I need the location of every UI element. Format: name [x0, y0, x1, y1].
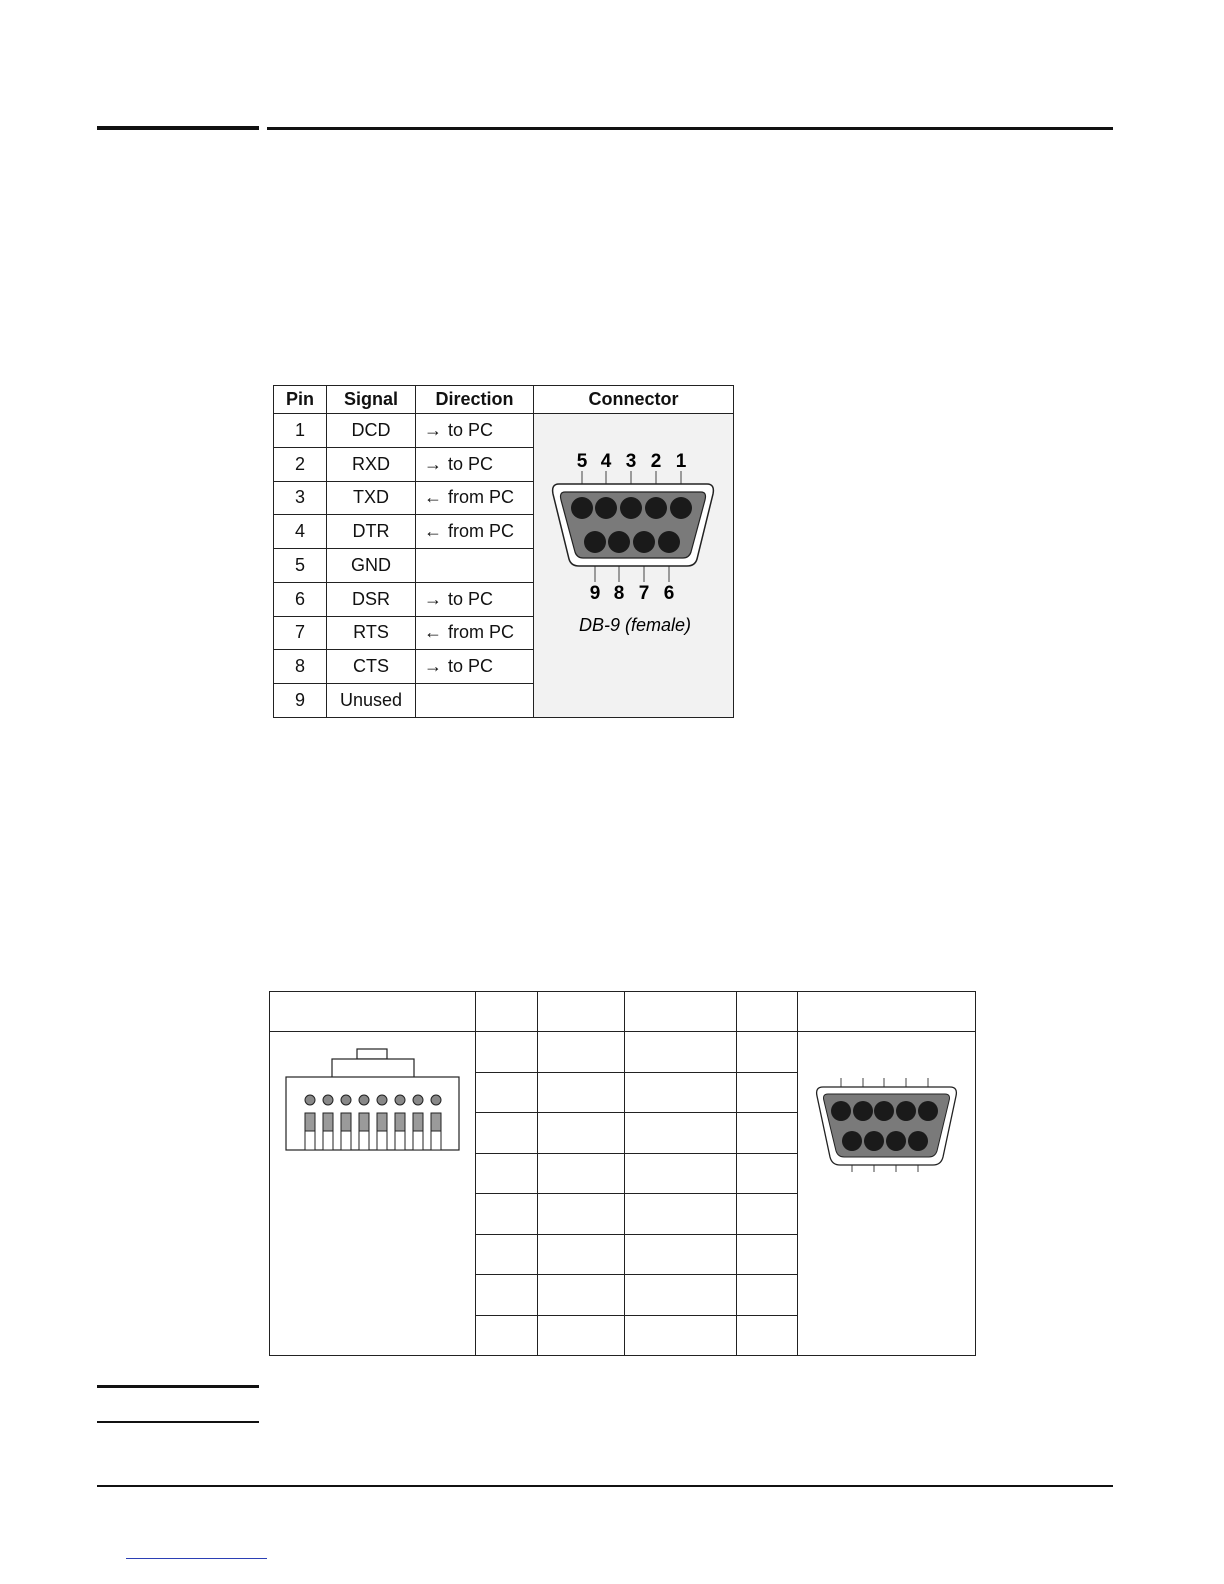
table-cell [737, 1315, 798, 1356]
col-header-cell [270, 992, 476, 1032]
direction-cell [416, 549, 534, 583]
table-cell [625, 1032, 737, 1073]
direction-text: from PC [448, 622, 515, 643]
table-cell [476, 1113, 538, 1154]
pin-number: 9 [274, 684, 327, 718]
table-cell [737, 1072, 798, 1113]
table-cell [476, 1315, 538, 1356]
table-cell [476, 1072, 538, 1113]
footer-rule [97, 1485, 1113, 1487]
table-cell [538, 1032, 625, 1073]
direction-cell [416, 616, 534, 650]
direction-text: to PC [448, 656, 494, 677]
signal-name: GND [327, 549, 416, 583]
table-cell [476, 1234, 538, 1275]
pin-label: 5 [576, 451, 587, 472]
direction-text: to PC [448, 588, 494, 609]
table-cell [538, 1113, 625, 1154]
table-cell [737, 1234, 798, 1275]
table-cell [625, 1153, 737, 1194]
table-cell [625, 1113, 737, 1154]
signal-name: TXD [327, 481, 416, 515]
pin-number: 6 [274, 582, 327, 616]
pin-label: 9 [589, 583, 600, 604]
table-cell [625, 1234, 737, 1275]
arrow-icon: ← [424, 521, 442, 542]
arrow-icon: ← [424, 622, 442, 643]
pinout-table [273, 385, 734, 718]
cable-header-row [270, 992, 976, 1032]
arrow-icon: → [424, 419, 442, 440]
arrow-icon: → [424, 453, 442, 474]
signal-name: CTS [327, 650, 416, 684]
pin-number: 3 [274, 481, 327, 515]
table-cell [625, 1315, 737, 1356]
arrow-icon: → [424, 588, 442, 609]
footer-link-underline[interactable] [126, 1558, 267, 1559]
table-cell [625, 1072, 737, 1113]
arrow-icon: ← [424, 487, 442, 508]
pin-number: 7 [274, 616, 327, 650]
pin-label: 3 [625, 451, 636, 472]
cable-wiring-table [269, 991, 976, 1356]
note-rule-top [97, 1385, 259, 1388]
pinout-header-row [274, 386, 734, 414]
table-cell [737, 1113, 798, 1154]
header-rule-short [97, 126, 259, 130]
pin-number: 8 [274, 650, 327, 684]
signal-name: Unused [327, 684, 416, 718]
rj45-connector-diagram [270, 1032, 475, 1172]
table-cell [625, 1275, 737, 1316]
pin-number: 2 [274, 447, 327, 481]
connector-cell [534, 414, 734, 718]
col-header-cell [625, 992, 737, 1032]
pin-number: 5 [274, 549, 327, 583]
direction-text: to PC [448, 453, 494, 474]
table-cell [476, 1032, 538, 1073]
direction-text: from PC [448, 521, 515, 542]
table-cell [538, 1072, 625, 1113]
col-header-connector: Connector [534, 386, 734, 414]
signal-name: DSR [327, 582, 416, 616]
db9-connector-diagram [535, 414, 733, 712]
pin-label: 6 [663, 583, 674, 604]
table-row [274, 414, 734, 448]
pin-label: 4 [600, 451, 611, 472]
signal-name: RTS [327, 616, 416, 650]
col-header-direction: Direction [416, 386, 534, 414]
col-header-cell [737, 992, 798, 1032]
table-cell [476, 1153, 538, 1194]
table-row [270, 1032, 976, 1073]
col-header-pin: Pin [274, 386, 327, 414]
col-header-cell [798, 992, 976, 1032]
table-cell [538, 1315, 625, 1356]
table-cell [538, 1194, 625, 1235]
note-rule-bottom [97, 1421, 259, 1423]
rj45-tab [357, 1049, 387, 1059]
rj45-connector-cell [270, 1032, 476, 1356]
direction-cell [416, 414, 534, 448]
pin-label: 2 [650, 451, 661, 472]
direction-cell [416, 515, 534, 549]
signal-name: DCD [327, 414, 416, 448]
direction-cell [416, 481, 534, 515]
table-cell [737, 1032, 798, 1073]
header-rule-long [267, 127, 1113, 130]
signal-name: RXD [327, 447, 416, 481]
signal-name: DTR [327, 515, 416, 549]
direction-cell [416, 582, 534, 616]
table-cell [737, 1194, 798, 1235]
pin-label: 8 [613, 583, 624, 604]
pin-number: 4 [274, 515, 327, 549]
direction-cell [416, 447, 534, 481]
table-cell [538, 1234, 625, 1275]
table-cell [476, 1194, 538, 1235]
table-cell [737, 1275, 798, 1316]
direction-text: from PC [448, 487, 515, 508]
connector-caption: DB-9 (female) [578, 615, 691, 635]
direction-cell [416, 650, 534, 684]
col-header-cell [476, 992, 538, 1032]
table-cell [538, 1153, 625, 1194]
pin-number: 1 [274, 414, 327, 448]
direction-cell [416, 684, 534, 718]
pin-label: 1 [675, 451, 686, 472]
table-cell [476, 1275, 538, 1316]
db9-small-connector-diagram [798, 1032, 975, 1182]
arrow-icon: → [424, 656, 442, 677]
pin-label: 7 [638, 583, 649, 604]
table-cell [737, 1153, 798, 1194]
db9-connector-cell [798, 1032, 976, 1356]
col-header-signal: Signal [327, 386, 416, 414]
direction-text: to PC [448, 419, 494, 440]
col-header-cell [538, 992, 625, 1032]
table-cell [625, 1194, 737, 1235]
table-cell [538, 1275, 625, 1316]
